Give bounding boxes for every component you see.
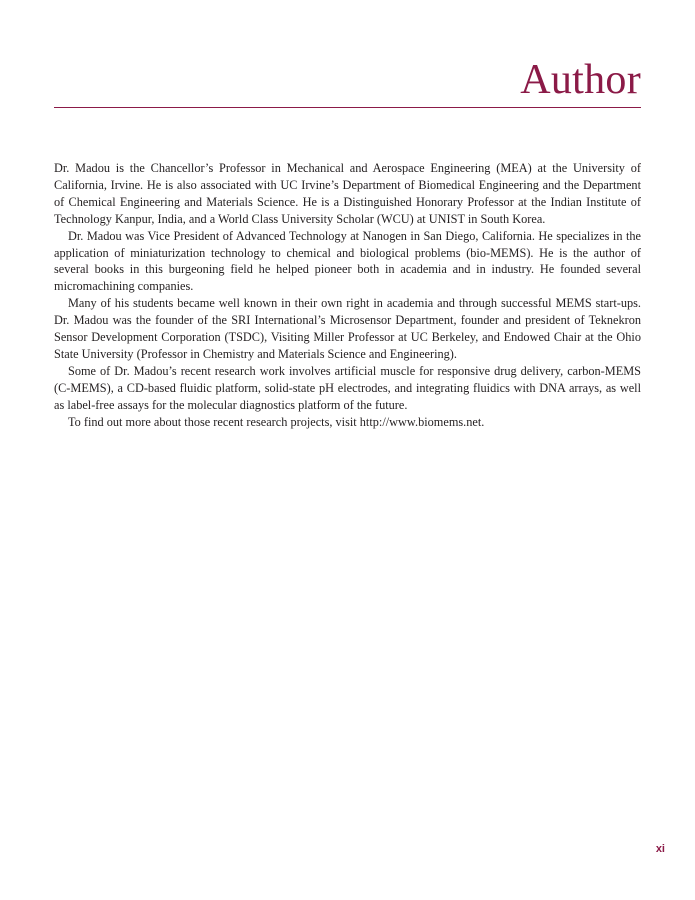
body-text (54, 160, 641, 431)
paragraph-1: Dr. Madou is the Chancellor’s Professor in Mechanical and Aerospace Engineering (MEA) at the University of California, Irvine. He is also associated with UC Irvine’s Department of Biomedical Engineering and the Department of Chemical Engineering and Materials Science. He is a Distinguished Honorary Professor at the Indian Institute of Technology Kanpur, India, and a World Class University Scholar (WCU) at UNIST in South Korea. (54, 161, 641, 226)
paragraph-2: Dr. Madou was Vice President of Advanced Technology at Nanogen in San Diego, California. He specializes in the application of miniaturization technology to chemical and biological problems (bio-MEMS). He is the author of several books in this burgeoning field he helped pioneer both in academia and in industry. He founded several micromachining companies. (54, 228, 641, 294)
page-title: Author (520, 57, 641, 103)
paragraph-3: Many of his students became well known in their own right in academia and through successful MEMS start-ups. Dr. Madou was the founder of the SRI International’s Microsensor Department, founder and president of Teknekron Sensor Development Corporation (TSDC), Visiting Miller Professor at UC Berkeley, and Endowed Chair at the Ohio State University (Professor in Chemistry and Materials Science and Engineering). (54, 296, 641, 361)
paragraph-4: Some of Dr. Madou’s recent research work involves artificial muscle for responsive drug delivery, carbon-MEMS (C-MEMS), a CD-based fluidic platform, solid-state pH electrodes, and integrating fluidics with DNA arrays, as well as label-free assays for the molecular diagnostics platform of the future. (54, 363, 641, 412)
page-number: xi (655, 843, 665, 855)
paragraph-5: To find out more about those recent research projects, visit http://www.biomems.net. (68, 414, 485, 429)
title-divider (54, 107, 641, 108)
